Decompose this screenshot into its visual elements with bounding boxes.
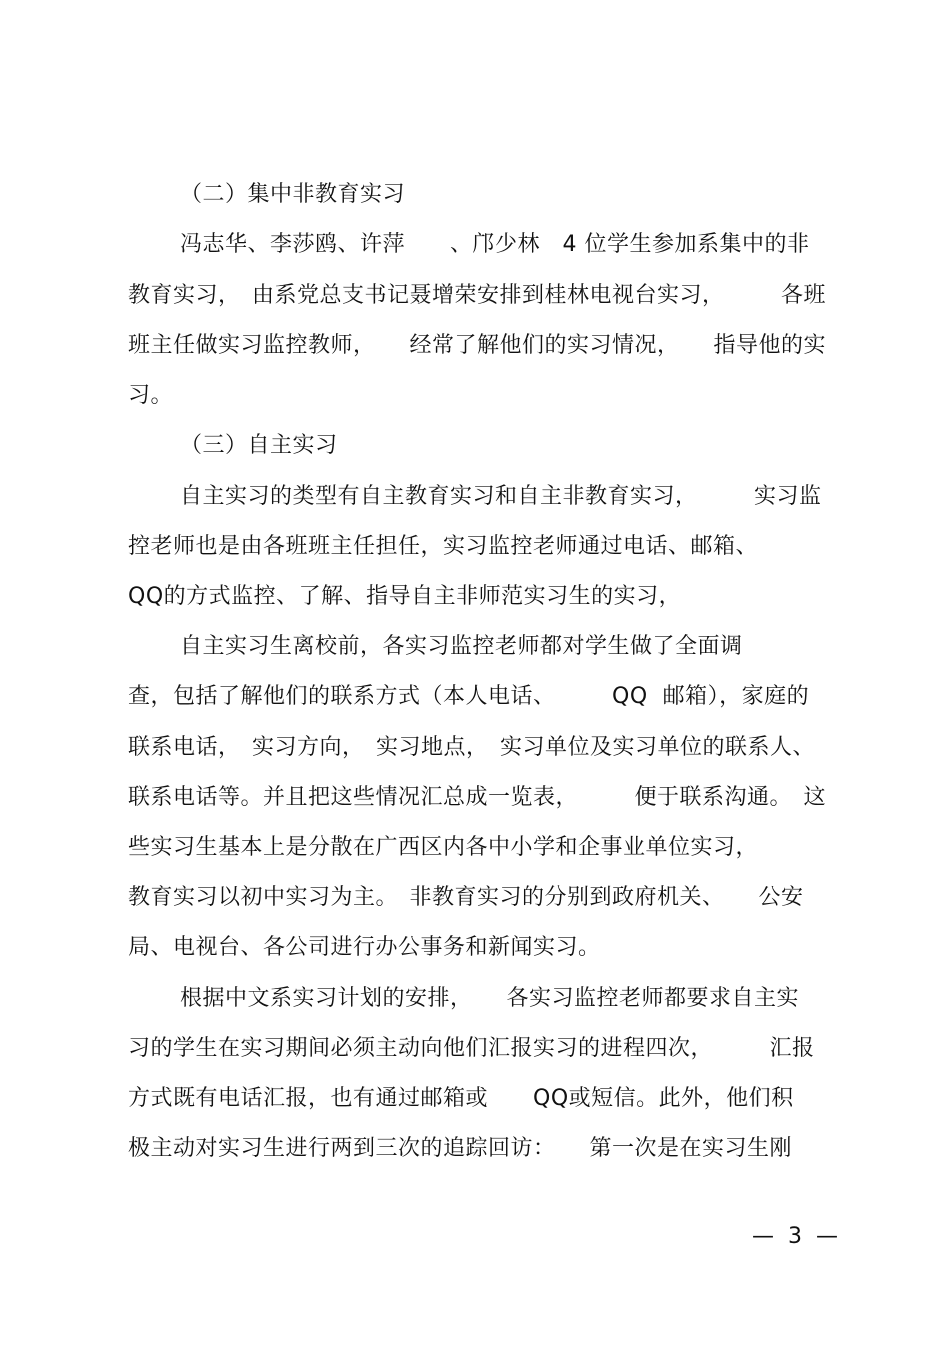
paragraph-line: 教育实习， 由系党总支书记聂增荣安排到桂林电视台实习， 各班	[128, 283, 827, 308]
paragraph-line: 控老师也是由各班班主任担任，实习监控老师通过电话、邮箱、	[128, 534, 759, 559]
paragraph-line: 教育实习以初中实习为主。 非教育实习的分别到政府机关、 公安	[128, 885, 804, 910]
paragraph-line: 联系电话， 实习方向， 实习地点， 实习单位及实习单位的联系人、	[128, 735, 816, 760]
paragraph-line: 冯志华、李莎鸥、许萍 、邝少林 4 位学生参加系集中的非	[180, 232, 810, 257]
section-heading-2: （二）集中非教育实习	[180, 182, 406, 207]
paragraph-line: 习的学生在实习期间必须主动向他们汇报实习的进程四次， 汇报	[128, 1036, 815, 1061]
paragraph-line: 查，包括了解他们的联系方式（本人电话、 QQ 邮箱），家庭的	[128, 684, 810, 709]
paragraph-line: 些实习生基本上是分散在广西区内各中小学和企事业单位实习，	[128, 835, 759, 860]
paragraph-line: 根据中文系实习计划的安排， 各实习监控老师都要求自主实	[180, 986, 800, 1011]
paragraph-line: 班主任做实习监控教师， 经常了解他们的实习情况， 指导他的实	[128, 333, 827, 358]
page-number: — 3 —	[752, 1224, 838, 1249]
paragraph-line: 极主动对实习生进行两到三次的追踪回访： 第一次是在实习生刚	[128, 1136, 793, 1161]
paragraph-line: 自主实习生离校前，各实习监控老师都对学生做了全面调	[180, 634, 743, 659]
paragraph-line: 习。	[128, 383, 174, 408]
section-heading-3: （三）自主实习	[180, 433, 338, 458]
paragraph-line: 自主实习的类型有自主教育实习和自主非教育实习， 实习监	[180, 484, 822, 509]
paragraph-line: 联系电话等。并且把这些情况汇总成一览表， 便于联系沟通。 这	[128, 785, 827, 810]
paragraph-line: QQ的方式监控、了解、指导自主非师范实习生的实习，	[128, 584, 682, 609]
paragraph-line: 方式既有电话汇报，也有通过邮箱或 QQ或短信。此外，他们积	[128, 1086, 794, 1111]
paragraph-line: 局、电视台、各公司进行办公事务和新闻实习。	[128, 935, 601, 960]
